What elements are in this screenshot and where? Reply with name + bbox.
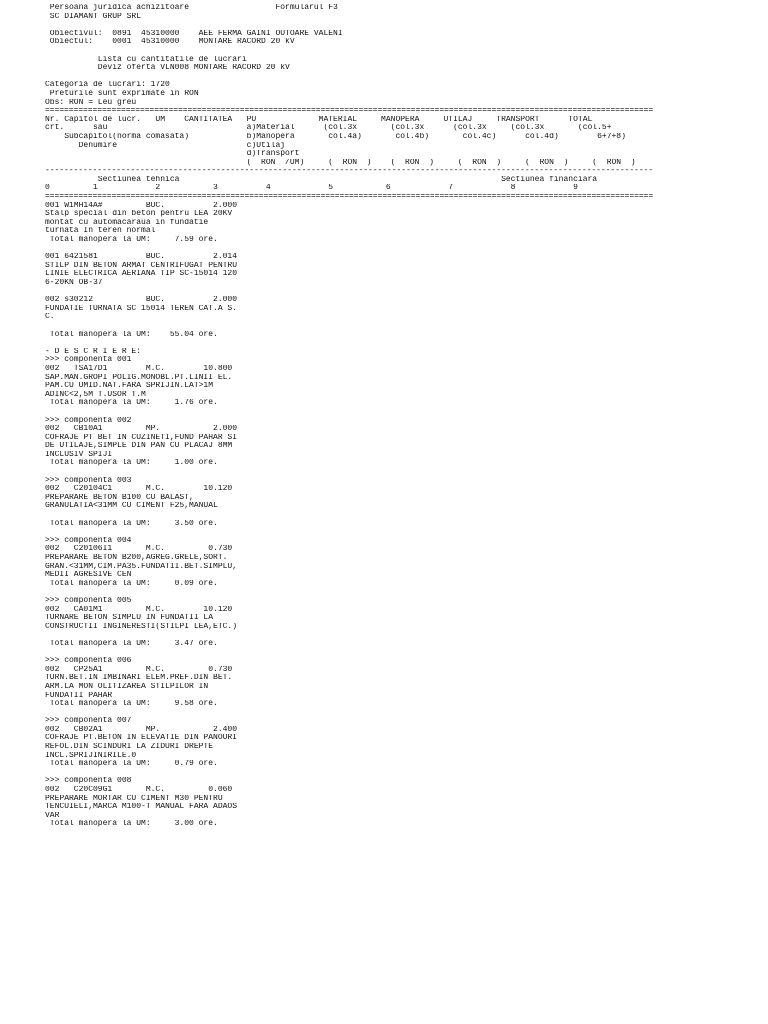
column-heading-line: crt. sau a)Material (col.3x (col.3x (col.3x (col.3x (col.5+ [45,124,612,133]
body-line [45,245,765,254]
body-line: PREPARARE BETON B200,AGREG.GRELE,SORT. [45,554,228,562]
header-line: Persoana juridica achizitoare Formularul F3 [45,4,338,12]
body-line [45,511,765,520]
body-line: SAP.MAN.GROPI POLIG.MONOBL.PT.LINII EL. [45,373,233,382]
body-line: 6-20KN OB-37 [45,279,103,287]
header-line [45,47,765,56]
header-line: Deviz oferta VLN008 MONTARE RACORD 20 kV [45,64,290,73]
body-line: PREPARARE MORTAR CU CIMENT M30 PENTRU [45,794,223,803]
body-line: PREPARARE BETON B100 CU BALAST, [45,493,194,502]
body-line: 002 CB10A1 MP. 2.000 [45,425,238,434]
body-line: 002 CP25A1 M.C. 0.730 [45,665,233,674]
body-line: FUNDATIE TURNATA SC 15014 TEREN CAT.A S. [45,304,238,313]
body-line: REFOL.DIN SCINDURI LA ZIDURI DREPTE [45,743,214,752]
body-line [45,288,765,297]
body-line: Stalp special din beton pentru LEA 20KV [45,210,233,219]
document-header [45,4,765,107]
body-line [45,649,765,658]
column-heading-line: ( RON /UM) ( RON ) ( RON ) ( RON ) ( RON ) ( RON ) [45,158,636,167]
body-line: INCLUSIV SPIJI [45,450,113,459]
header-line [45,73,765,82]
body-line: >>> componenta 006 [45,657,132,666]
header-line: Obs: RON = Leu greu [45,98,137,107]
body-line: Total manopera la UM: 3.47 ore. [45,639,218,648]
body-line [45,339,765,348]
header-line [45,21,765,30]
body-line: >>> componenta 008 [45,777,132,786]
column-heading-line: Subcapitol(norma comasata) b)Manopera col.4a) col.4b) col.4c) col.4d) 6+7+8) [45,132,626,141]
body-line: STILP DIN BETON ARMAT CENTRIFUGAT PENTRU [45,261,238,270]
body-line: 002 TSA17D1 M.C. 10.800 [45,364,233,373]
body-line: FUNDATII PAHAR [45,691,113,700]
body-line: 002 CB02A1 MP. 2.400 [45,725,238,734]
body-line [45,631,765,640]
body-line: >>> componenta 007 [45,717,132,726]
body-line [45,588,765,597]
body-line: 001 W1MH14A# BUC. 2.000 [45,201,238,210]
header-line: SC DIAMANT GRUP SRL [45,12,142,21]
body-line [45,709,765,718]
body-line: ARM.LA MON OLITIZAREA STILPILOR IN [45,682,209,691]
body-line: >>> componenta 001 [45,356,132,365]
header-line: Preturile sunt exprimate in RON [45,89,199,98]
body-line: TENCUIELI,MARCA M100-T MANUAL FARA ADAOS [45,803,238,812]
body-line: Total manopera la UM: 0.09 ore. [45,579,218,588]
header-line: Obiectul: 0001 45310000 MONTARE RACORD 20 kV [45,38,295,47]
body-line [45,468,765,477]
body-line: >>> componenta 003 [45,476,132,485]
double-separator: ================================================================================================================================ [45,107,654,116]
body-line: Total manopera la UM: 1.00 ore. [45,459,218,468]
body-line: GRAN.<31MM,CIM.PA35.FUNDATII.BET.SIMPLU, [45,562,238,571]
header-line: Obiectivul: 0891 45310000 AEE FERMA GAINI OUTOARE VALENI [45,29,343,38]
table-header [45,107,765,202]
body-line: Total manopera la UM: 1.76 ore. [45,399,218,408]
body-line: Total manopera la UM: 3.00 ore. [45,820,218,829]
body-line: TURN.BET.IN IMBINARI ELEM.PREF.DIN BET. [45,674,233,683]
body-line: COFRAJE PT BET IN CUZINETI,FUND PAHAR SI [45,433,238,442]
double-separator: ================================================================================================================================ [45,193,654,202]
column-heading-line: Denumire c)Utilaj [45,141,286,150]
body-line: Total manopera la UM: 3.50 ore. [45,519,218,528]
body-line: LINIE ELECTRICA AERIANA TIP SC-15014 120 [45,270,238,279]
single-separator: -------------------------------------------------------------------------------------------------------------------------------- [45,167,654,176]
body-line: 002 C20C09G1 M.C. 0.060 [45,786,233,795]
body-line: VAR [45,811,60,820]
column-numbers: 0 1 2 3 4 5 6 7 8 9 [45,184,578,193]
body-line: Total manopera la UM: 7.59 ore. [45,236,218,245]
body-line: turnata In teren normal [45,227,156,236]
body-line: TURNARE BETON SIMPLU IN FUNDATII LA [45,614,214,623]
devizdocument [45,4,765,829]
body-line: INCL.SPRIJINIRILE.0 [45,751,137,760]
document-body [45,202,765,829]
column-heading-line: d)Transport [45,150,300,159]
section-labels: Sectiunea tehnica Sectiunea financiara [45,175,598,184]
body-line: MEDII AGRESIVE CEN [45,571,132,580]
body-line [45,769,765,778]
body-line: 002 C20106I1 M.C. 0.730 [45,545,233,554]
body-line: Total manopera la UM: 9.58 ore. [45,700,218,709]
body-line: 001 6421581 BUC. 2.014 [45,253,238,262]
body-line: 002 CA01M1 M.C. 10.120 [45,605,233,614]
body-line: ADINC<2,5M T.USOR T.M [45,390,146,399]
body-line [45,408,765,417]
header-line: Categoria de lucrari: 1720 [45,81,170,90]
body-line: >>> componenta 005 [45,596,132,605]
body-line: montat cu automacaraua in fundatie [45,218,209,227]
body-line [45,528,765,537]
body-line: DE UTILAJE,SIMPLE DIN PAN CU PLACAJ 8MM [45,442,233,451]
body-line: GRANULATIA<31MM CU CIMENT F25,MANUAL [45,502,218,511]
body-line: 002 s30212 BUC. 2.000 [45,296,238,305]
header-line: Lista cu cantitatile de lucrari [45,55,247,64]
body-line: 002 C20104C1 M.C. 10.120 [45,485,233,494]
body-line: COFRAJE PT.BETON IN ELEVATIE DIN PANOURI [45,734,238,743]
body-line: - D E S C R I E R E: [45,347,142,356]
body-line: C. [45,313,55,322]
body-line: CONSTRUCTII INGINERESTI(STILPI LEA,ETC.) [45,622,238,631]
body-line: >>> componenta 004 [45,536,132,545]
body-line: Total manopera la UM: 0.79 ore. [45,760,218,769]
column-headings [45,116,765,168]
body-line: Total manopera la UM: 55.04 ore. [45,330,218,339]
body-line: PAM.CU UMID.NAT.FARA SPRIJIN.LAT>1M [45,382,214,391]
body-line [45,322,765,331]
column-heading-line: Nr. Capitol de lucr. UM CANTITATEA PU MATERIAL MANOPERA UTILAJ TRANSPORT TOTAL [45,115,593,124]
body-line: >>> componenta 002 [45,416,132,425]
